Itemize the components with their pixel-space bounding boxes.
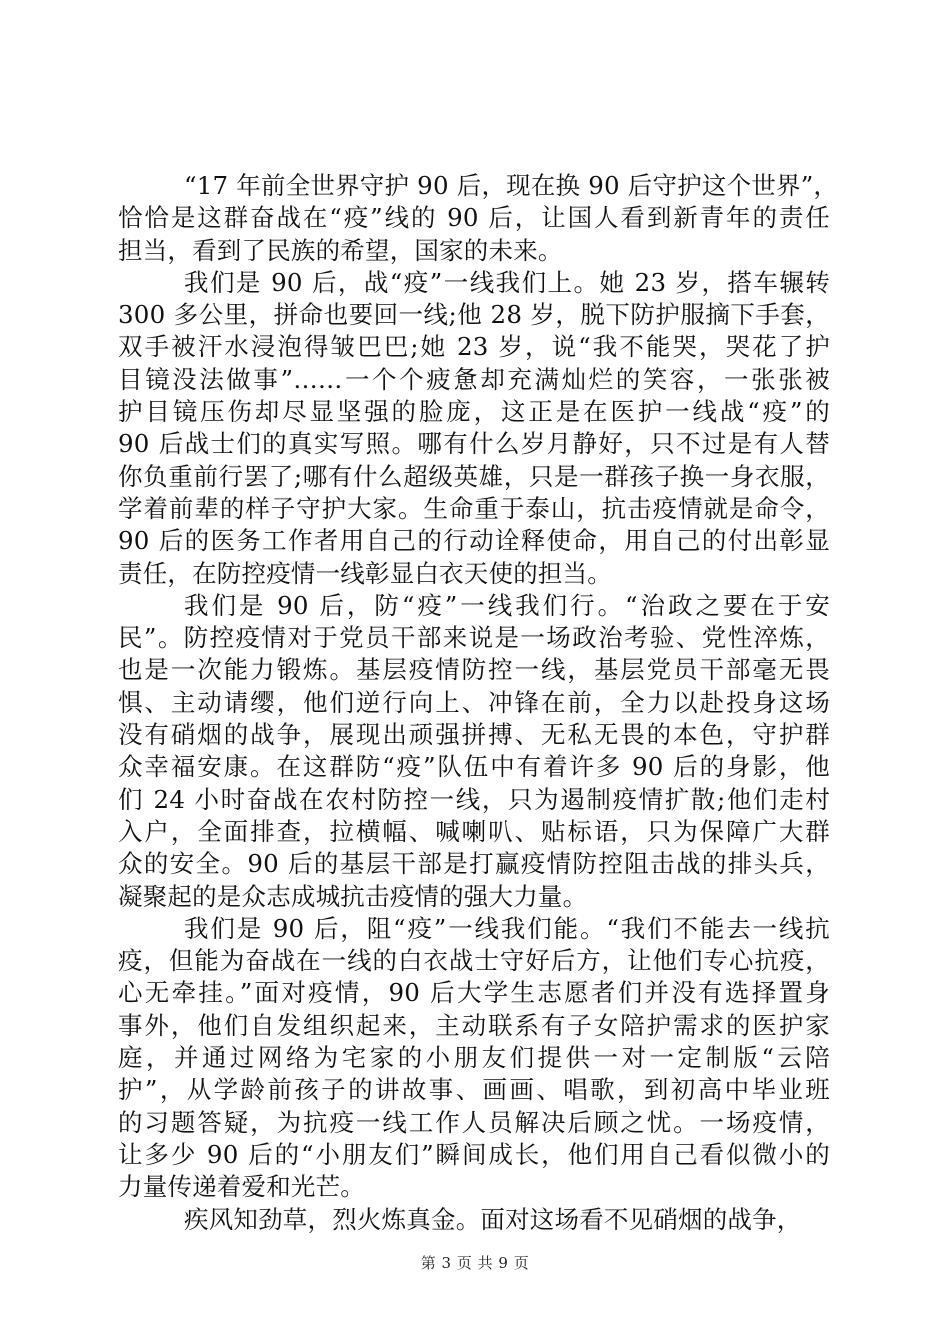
text-line: 我们是 90 后，战“疫”一线我们上。她 23 岁，搭车辗转: [184, 267, 830, 297]
text-line: 入户，全面排查，拉横幅、喊喇叭、贴标语，只为保障广大群: [118, 816, 830, 846]
text-line: 没有硝烟的战争，展现出顽强拼搏、无私无畏的本色，守护群: [118, 720, 830, 750]
text-line: 让多少 90 后的“小朋友们”瞬间成长，他们用自己看似微小的: [118, 1139, 830, 1169]
text-line: 也是一次能力锻炼。基层疫情防控一线，基层党员干部毫无畏: [118, 655, 830, 685]
text-line: 力量传递着爱和光芒。: [118, 1172, 365, 1202]
text-line: 事外，他们自发组织起来，主动联系有子女陪护需求的医护家: [118, 1010, 830, 1040]
text-line: 我们是 90 后，防“疫”一线我们行。“治政之要在于安: [184, 590, 830, 620]
text-line: 目镜没法做事”……一个个疲惫却充满灿烂的笑容，一张张被: [118, 364, 830, 394]
text-line: 惧、主动请缨，他们逆行向上、冲锋在前，全力以赴投身这场: [118, 687, 830, 717]
text-line: 双手被汗水浸泡得皱巴巴;她 23 岁，说“我不能哭，哭花了护: [118, 332, 830, 362]
text-line: 心无牵挂。”面对疫情，90 后大学生志愿者们并没有选择置身: [118, 978, 830, 1008]
text-line: 疫，但能为奋战在一线的白衣战士守好后方，让他们专心抗疫，: [118, 946, 830, 976]
text-line: 你负重前行罢了;哪有什么超级英雄，只是一群孩子换一身衣服，: [118, 461, 830, 491]
text-line: 担当，看到了民族的希望，国家的未来。: [118, 235, 563, 265]
text-line: 众幸福安康。在这群防“疫”队伍中有着许多 90 后的身影，他: [118, 752, 830, 782]
text-line: 们 24 小时奋战在农村防控一线，只为遏制疫情扩散;他们走村: [118, 784, 830, 814]
text-line: 民”。防控疫情对于党员干部来说是一场政治考验、党性淬炼，: [118, 623, 830, 653]
text-line: 恰恰是这群奋战在“疫”线的 90 后，让国人看到新青年的责任: [118, 203, 830, 233]
text-line: 凝聚起的是众志成城抗击疫情的强大力量。: [118, 881, 588, 911]
text-line: 护目镜压伤却尽显坚强的脸庞，这正是在医护一线战“疫”的: [118, 397, 830, 427]
page-number-footer: 第 3 页 共 9 页: [420, 1254, 530, 1272]
text-line: 学着前辈的样子守护大家。生命重于泰山，抗击疫情就是命令，: [118, 493, 830, 523]
text-line: 90 后战士们的真实写照。哪有什么岁月静好，只不过是有人替: [118, 429, 830, 459]
text-line: “17 年前全世界守护 90 后，现在换 90 后守护这个世界”，: [184, 171, 839, 200]
text-line: 300 多公里，拼命也要回一线;他 28 岁，脱下防护服摘下手套，: [118, 300, 830, 330]
text-line: 责任，在防控疫情一线彰显白衣天使的担当。: [118, 558, 612, 588]
text-line: 90 后的医务工作者用自己的行动诠释使命，用自己的付出彰显: [118, 526, 830, 556]
text-line: 的习题答疑，为抗疫一线工作人员解决后顾之忧。一场疫情，: [118, 1107, 830, 1137]
text-line: 众的安全。90 后的基层干部是打赢疫情防控阻击战的排头兵，: [118, 849, 830, 879]
text-line: 疾风知劲草，烈火炼真金。面对这场看不见硝烟的战争，: [184, 1204, 802, 1234]
text-line: 我们是 90 后，阻“疫”一线我们能。“我们不能去一线抗: [184, 913, 830, 943]
text-line: 护”，从学龄前孩子的讲故事、画画、唱歌，到初高中毕业班: [118, 1075, 830, 1105]
text-line: 庭，并通过网络为宅家的小朋友们提供一对一定制版“云陪: [118, 1043, 830, 1073]
document-body: [118, 170, 839, 1236]
